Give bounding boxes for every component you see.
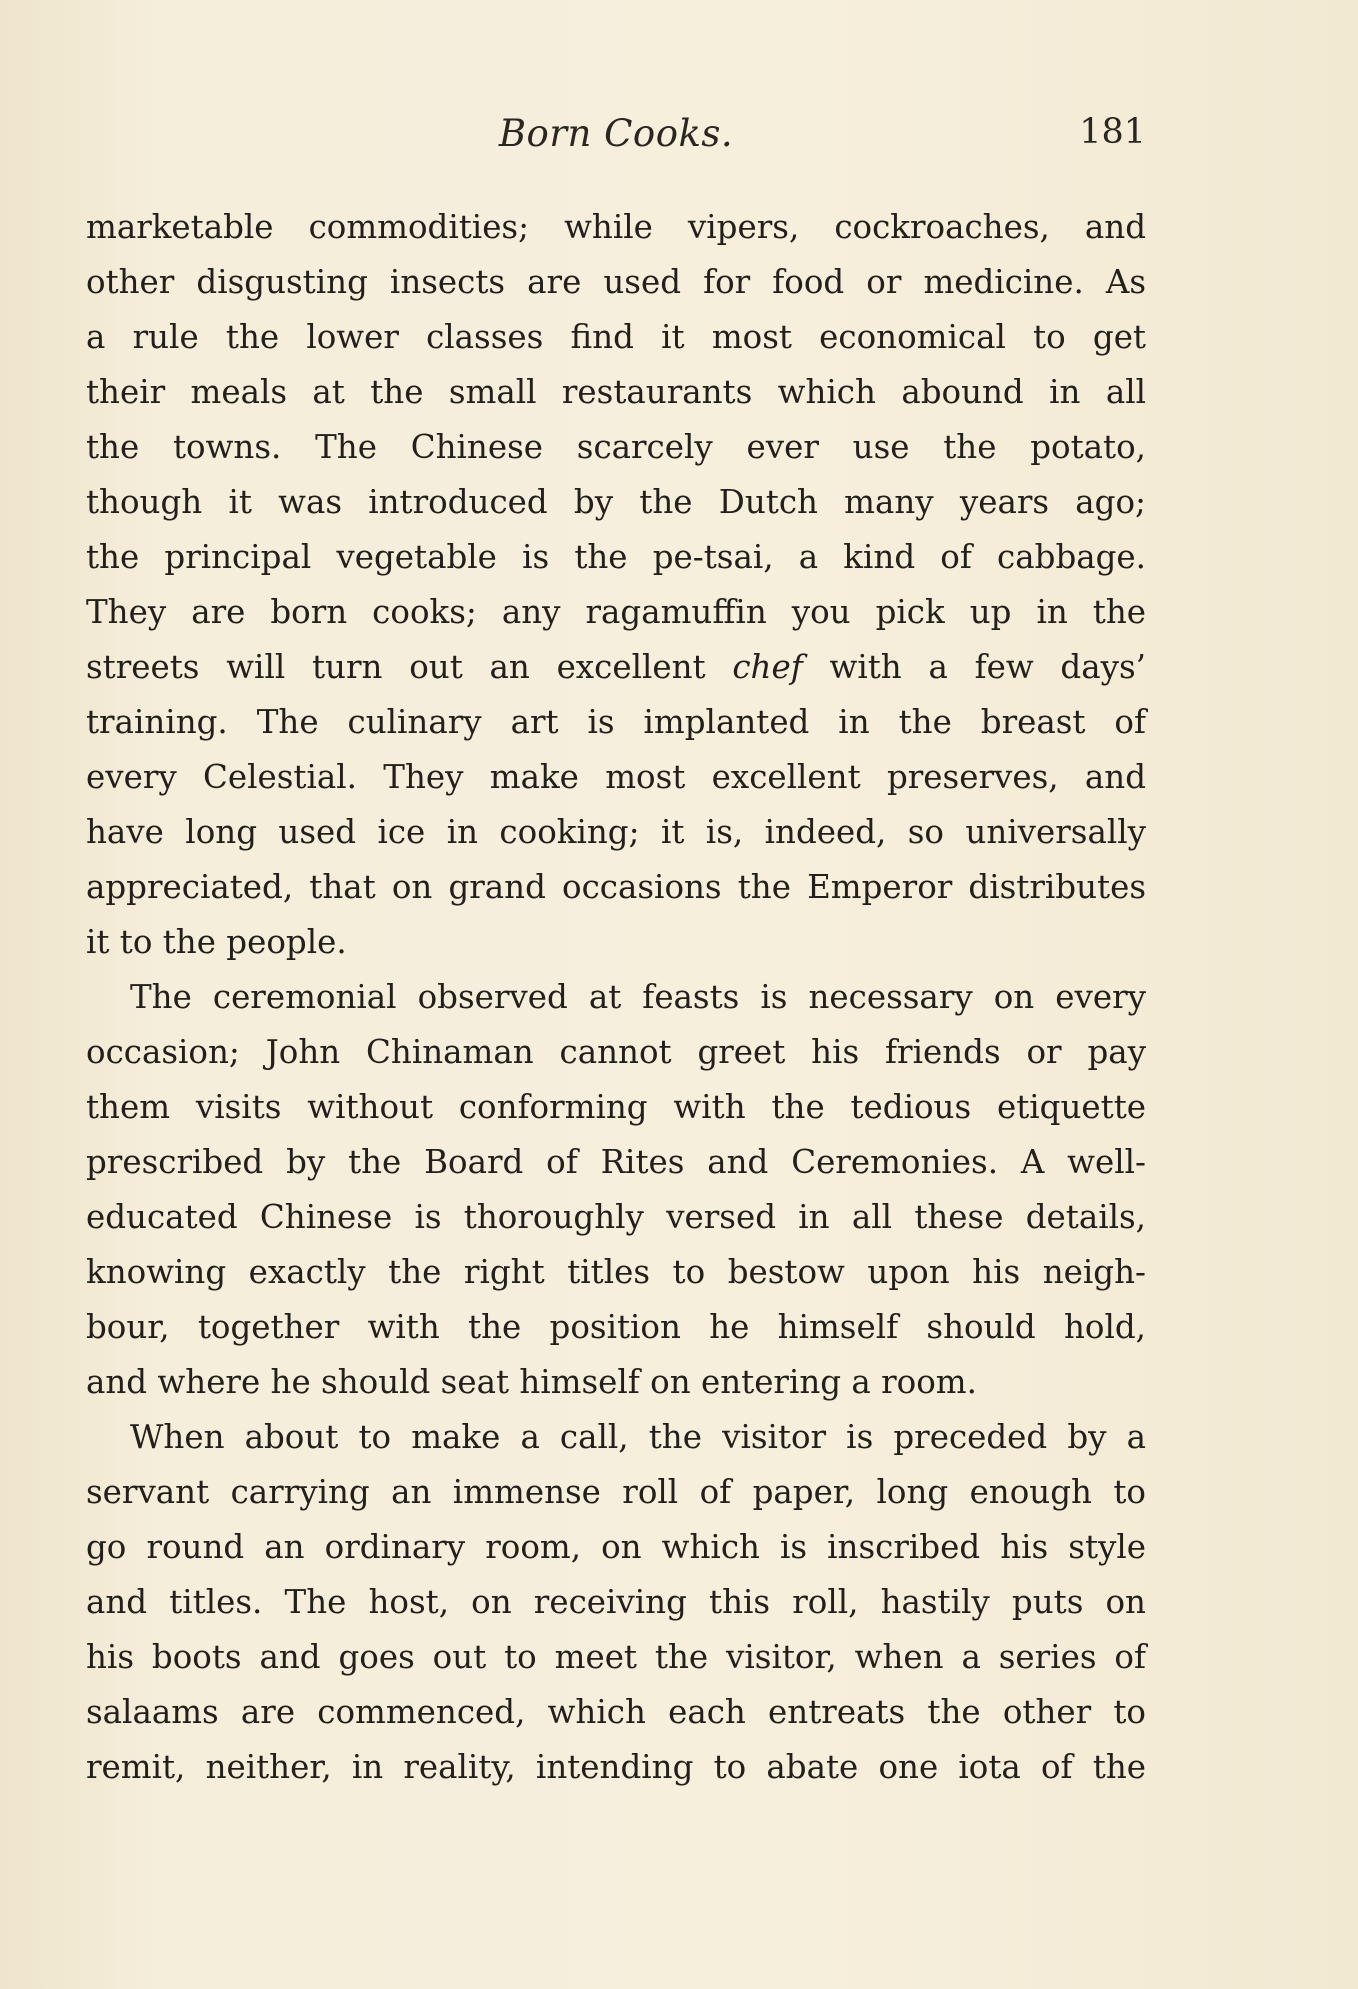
text-line: them visits without conforming with the tedious etiquette xyxy=(86,1088,1146,1126)
text-line: When about to make a call, the visitor is preceded by a xyxy=(130,1418,1146,1456)
body-text xyxy=(86,200,1146,1795)
text-line: the towns. The Chinese scarcely ever use the potato, xyxy=(86,428,1146,466)
text-line: their meals at the small restaurants which abound in all xyxy=(86,373,1146,411)
text-line: his boots and goes out to meet the visitor, when a series of xyxy=(86,1638,1146,1676)
text-line: and where he should seat himself on entering a room. xyxy=(86,1363,977,1401)
text-line: a rule the lower classes find it most economical to get xyxy=(86,318,1146,356)
paragraph-2 xyxy=(86,970,1146,1410)
page-header xyxy=(86,112,1146,164)
text-line: educated Chinese is thoroughly versed in all these details, xyxy=(86,1198,1146,1236)
text-line: the principal vegetable is the pe-tsai, a kind of cabbage. xyxy=(86,538,1146,576)
text-line: and titles. The host, on receiving this roll, hastily puts on xyxy=(86,1583,1146,1621)
text-line: other disgusting insects are used for food or medicine. As xyxy=(86,263,1146,301)
text-line: it to the people. xyxy=(86,923,347,961)
text-line: occasion; John Chinaman cannot greet his friends or pay xyxy=(86,1033,1146,1071)
running-title: Born Cooks. xyxy=(498,112,734,155)
page-number: 181 xyxy=(1079,112,1146,152)
text-line-with-italic xyxy=(86,640,1146,695)
text-segment: with a few days’ xyxy=(802,648,1146,686)
text-line: prescribed by the Board of Rites and Ceremonies. A well- xyxy=(86,1143,1146,1181)
text-line: every Celestial. They make most excellent preserves, and xyxy=(86,758,1146,796)
paragraph-1 xyxy=(86,200,1146,970)
text-line: marketable commodities; while vipers, cockroaches, and xyxy=(86,208,1146,246)
text-line: though it was introduced by the Dutch many years ago; xyxy=(86,483,1146,521)
italic-word: chef xyxy=(732,648,803,686)
text-line: appreciated, that on grand occasions the Emperor distributes xyxy=(86,868,1146,906)
text-line: knowing exactly the right titles to bestow upon his neigh- xyxy=(86,1253,1146,1291)
paragraph-3 xyxy=(86,1410,1146,1795)
text-segment: streets will turn out an excellent xyxy=(86,648,733,686)
text-line: bour, together with the position he himself should hold, xyxy=(86,1308,1146,1346)
text-line: training. The culinary art is implanted in the breast of xyxy=(86,703,1146,741)
text-line: go round an ordinary room, on which is inscribed his style xyxy=(86,1528,1146,1566)
text-line: salaams are commenced, which each entreats the other to xyxy=(86,1693,1146,1731)
text-line: The ceremonial observed at feasts is necessary on every xyxy=(130,978,1146,1016)
text-line: have long used ice in cooking; it is, indeed, so universally xyxy=(86,813,1146,851)
text-line: remit, neither, in reality, intending to abate one iota of the xyxy=(86,1748,1146,1786)
text-line: servant carrying an immense roll of paper, long enough to xyxy=(86,1473,1146,1511)
text-line: They are born cooks; any ragamuffin you pick up in the xyxy=(86,593,1146,631)
